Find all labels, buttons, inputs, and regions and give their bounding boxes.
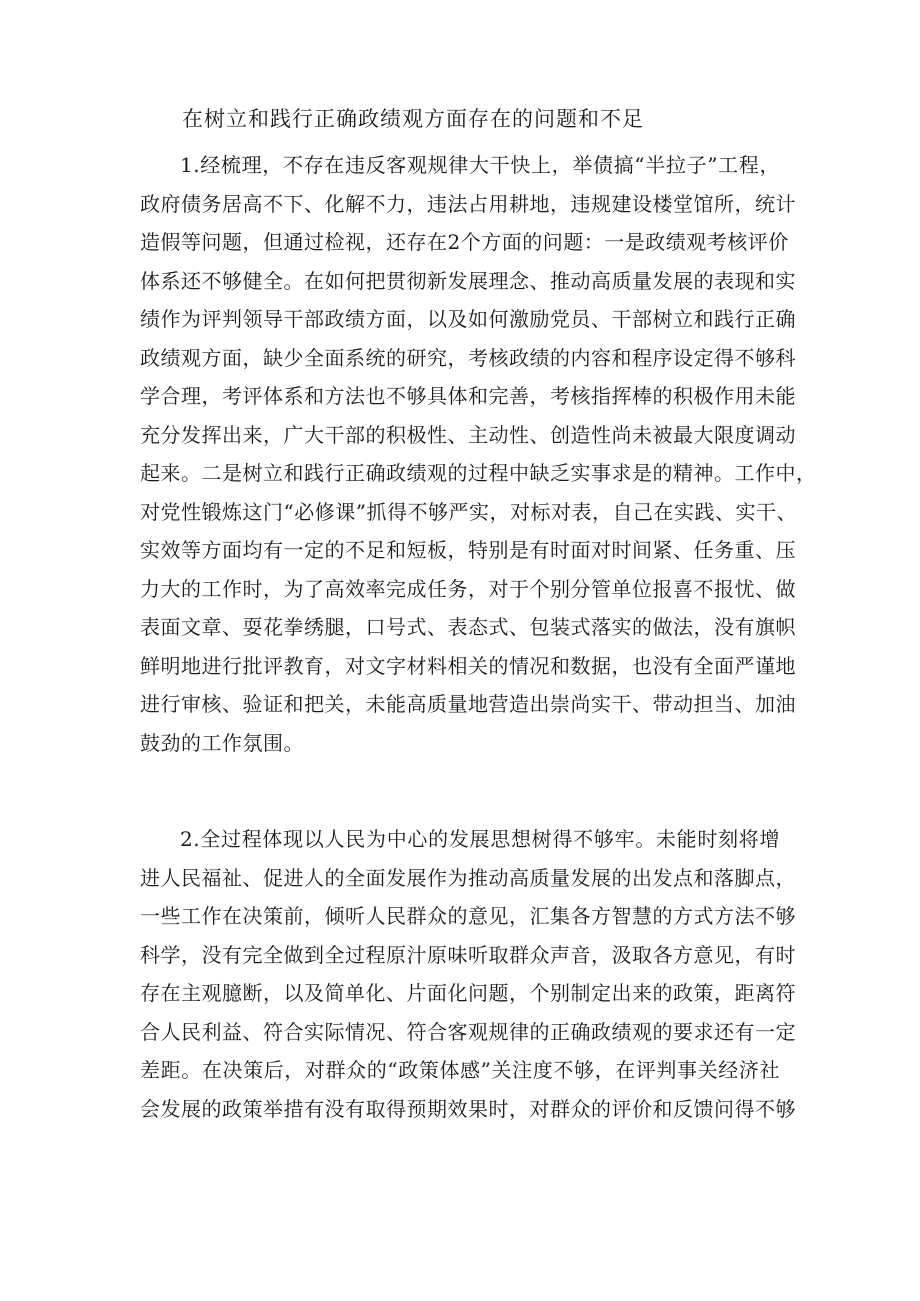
paragraph-line: 2.全过程体现以人民为中心的发展思想树得不够牢。未能时刻将增 — [180, 827, 780, 851]
paragraph-line: 政府债务居高不下、化解不力，违法占用耕地，违规建设楼堂馆所，统计 — [140, 191, 796, 216]
paragraph-line: 会发展的政策举措有没有取得预期效果时，对群众的评价和反馈问得不够 — [140, 1096, 796, 1121]
paragraph-line: 科学，没有完全做到全过程原汁原味听取群众声音，汲取各方意见，有时 — [140, 942, 796, 967]
paragraph-line: 差距。在决策后，对群众的“政策体感”关注度不够，在评判事关经济社 — [140, 1058, 780, 1082]
document-heading: 在树立和践行正确政绩观方面存在的问题和不足 — [182, 107, 644, 131]
paragraph-line: 体系还不够健全。在如何把贯彻新发展理念、推动高质量发展的表现和实 — [140, 268, 796, 293]
paragraph-line: 鼓劲的工作氛围。 — [140, 730, 304, 755]
paragraph-line: 进人民福祉、促进人的全面发展作为推动高质量发展的出发点和落脚点， — [140, 865, 796, 890]
paragraph-line: 表面文章、耍花拳绣腿，口号式、表态式、包装式落实的做法，没有旗帜 — [140, 615, 796, 639]
paragraph-line: 存在主观臆断，以及简单化、片面化问题，个别制定出来的政策，距离符 — [140, 981, 796, 1005]
paragraph-line: 力大的工作时，为了高效率完成任务，对于个别分管单位报喜不报忧、做 — [140, 576, 796, 601]
paragraph-1 — [140, 146, 817, 762]
paragraph-line: 政绩观方面，缺少全面系统的研究，考核政绩的内容和程序设定得不够科 — [140, 345, 796, 370]
paragraph-line: 充分发挥出来，广大干部的积极性、主动性、创造性尚未被最大限度调动 — [140, 422, 796, 447]
paragraph-2 — [140, 820, 796, 1128]
paragraph-line: 一些工作在决策前，倾听人民群众的意见，汇集各方智慧的方式方法不够 — [140, 904, 796, 928]
paragraph-line: 起来。二是树立和践行正确政绩观的过程中缺乏实事求是的精神。工作中， — [140, 461, 817, 485]
paragraph-line: 实效等方面均有一定的不足和短板，特别是有时面对时间紧、任务重、压 — [140, 538, 796, 562]
paragraph-line: 1.经梳理，不存在违反客观规律大干快上，举债搞“半拉子”工程， — [180, 153, 780, 177]
paragraph-line: 对党性锻炼这门“必修课”抓得不够严实，对标对表，自己在实践、实干、 — [140, 499, 797, 524]
paragraph-line: 合人民利益、符合实际情况、符合客观规律的正确政绩观的要求还有一定 — [140, 1019, 796, 1044]
paragraph-line: 绩作为评判领导干部政绩方面，以及如何激励党员、干部树立和践行正确 — [140, 307, 796, 331]
paragraph-line: 鲜明地进行批评教育，对文字材料相关的情况和数据，也没有全面严谨地 — [140, 653, 796, 678]
paragraph-line: 进行审核、验证和把关，未能高质量地营造出崇尚实干、带动担当、加油 — [140, 692, 796, 716]
paragraph-line: 造假等问题，但通过检视，还存在2个方面的问题：一是政绩观考核评价 — [140, 230, 789, 254]
paragraph-line: 学合理，考评体系和方法也不够具体和完善，考核指挥棒的积极作用未能 — [140, 384, 796, 408]
